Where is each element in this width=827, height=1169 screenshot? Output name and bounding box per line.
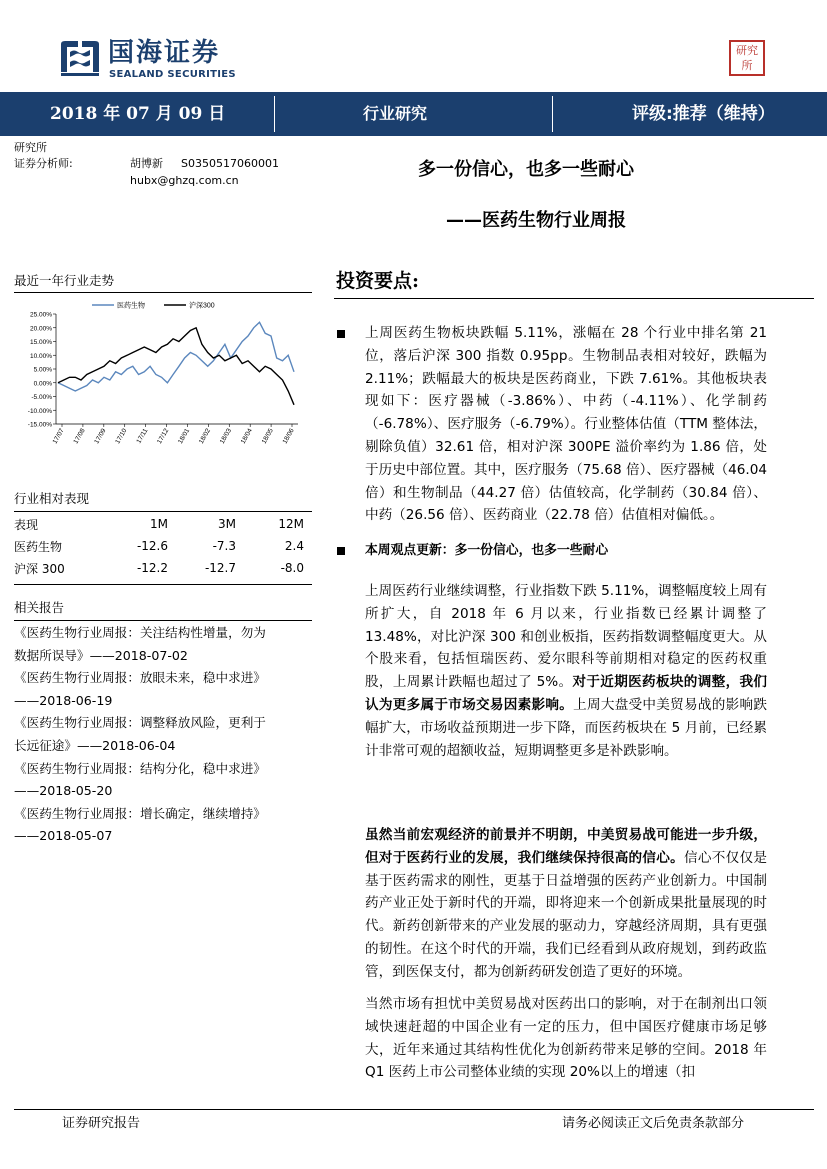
footer-left: 证券研究报告 [62, 1116, 141, 1131]
perf-row [14, 535, 304, 557]
related-report-line: 数据所误导》——2018-07-02 [14, 647, 188, 663]
logo-mark-icon [58, 38, 102, 78]
x-tick-label: 18/01 [176, 427, 192, 446]
x-tick-label: 17/10 [114, 427, 129, 446]
x-tick-label: 18/06 [281, 427, 296, 446]
stamp-text: 研究所 [736, 44, 758, 72]
perf-row-label: 表现 [14, 517, 39, 532]
x-tick-label: 18/04 [239, 427, 254, 446]
x-tick-label: 18/03 [218, 427, 234, 446]
perf-cell: 3M [218, 517, 236, 531]
para1-text-a: 上周医药行业继续调整，行业指数下跌 5.11%，调整幅度较上周有所扩大，自 2018 年 6 月以来，行业指数已经累计调整了 13.48%，对比沪深 300 和创业板指，医药指数调整幅度更大。从个股来看，包括恒瑞医药、爱尔眼科等前期相对稳定的医药权重股，上周累计跌幅也超过了 5%。 [365, 583, 767, 691]
series-line-1 [58, 328, 294, 405]
perf-cell: 12M [278, 517, 304, 531]
report-category: 行业研究 [363, 104, 428, 123]
related-report-line: ——2018-06-19 [14, 692, 113, 708]
analyst-name: 胡博新 [130, 157, 163, 170]
perf-cell: -7.3 [212, 539, 236, 553]
x-tick-label: 18/02 [197, 427, 213, 446]
analyst-dept: 研究所 [14, 141, 47, 154]
related-report-item[interactable] [14, 803, 314, 848]
perf-cell: -12.6 [136, 539, 168, 553]
perf-cell: -12.7 [204, 561, 236, 575]
x-tick-label: 17/08 [72, 427, 87, 446]
para1-text-b: 对于近期医药板块的调整，我们认为更多属于市场交易因素影响。 [365, 674, 767, 713]
x-tick-label: 18/05 [260, 427, 275, 446]
analyst-role: 证券分析师: [14, 157, 73, 170]
related-report-line: 《医药生物行业周报：调整释放风险，更利于 [14, 715, 266, 731]
y-tick-label: -5.00% [31, 394, 52, 401]
analyst-license: S0350517060001 [181, 157, 279, 170]
para-market-review [365, 580, 767, 762]
y-tick-label: -10.00% [27, 407, 52, 415]
legend-label: 沪深300 [189, 302, 215, 310]
reports-list [14, 622, 314, 848]
y-tick-label: 20.00% [29, 325, 52, 333]
related-report-line: 长远征途》——2018-06-04 [14, 737, 176, 753]
bullet-square-icon-2 [337, 547, 345, 555]
report-title: 多一份信心，也多一些耐心 [418, 159, 634, 180]
related-report-line: 《医药生物行业周报：增长确定，继续增持》 [14, 805, 266, 821]
x-tick-label: 17/12 [156, 427, 171, 446]
main-heading: 投资要点: [336, 270, 420, 292]
trend-heading: 最近一年行业走势 [14, 273, 115, 288]
brand-name-cn: 国海证券 [108, 38, 221, 68]
x-tick-label: 17/11 [135, 427, 150, 445]
perf-row-label: 沪深 300 [14, 561, 65, 576]
x-tick-label: 17/07 [51, 427, 66, 446]
perf-table [14, 513, 312, 579]
legend-label: 医药生物 [117, 302, 145, 310]
related-report-line: 《医药生物行业周报：结构分化，稳中求进》 [14, 760, 266, 776]
perf-heading: 行业相对表现 [14, 491, 90, 506]
trend-chart [14, 296, 312, 476]
series-line-0 [58, 322, 294, 391]
para-confidence [365, 824, 767, 984]
bullet-weekly-summary: 上周医药生物板块跌幅 5.11%，涨幅在 28 个行业中排名第 21 位，落后沪深 300 指数 0.95pp。生物制品表相对较好，跌幅为 2.11%；跌幅最大的板块是医药商业，下跌 7.61%。其他板块表现如下：医疗器械（-3.86%）、中药（-4.11%）、化学制药（-6.78%）、医疗服务（-6.79%）。行业整体估值（TTM 整体法，剔除负值）32.61 倍，相对沪深 300PE 溢价率约为 1.86 倍，处于历史中部位置。其中，医疗服务（75.68 倍）、医疗器械（46.04 倍）和生物制品（44.27 倍）估值较高，化学制药（30.84 倍）、中药（26.56 倍）、医药商业（22.78 倍）估值相对偏低。。 [365, 325, 767, 524]
related-report-line: 《医药生物行业周报：关注结构性增量，勿为 [14, 625, 266, 640]
y-tick-label: 10.00% [29, 352, 52, 360]
related-report-item[interactable] [14, 667, 314, 712]
perf-row [14, 557, 304, 579]
report-subtitle: ——医药生物行业周报 [446, 210, 626, 231]
para-trade-war: 当然市场有担忧中美贸易战对医药出口的影响，对于在制剂出口领域快速赶超的中国企业有一定的压力，但中国医疗健康市场足够大，近年来通过其结构性优化为创新药带来足够的空间。2018 年 Q1 医药上市公司整体业绩的实现 20%以上的增速（扣 [365, 996, 767, 1081]
perf-row [14, 513, 304, 535]
related-report-item[interactable] [14, 712, 314, 757]
header-band [0, 92, 827, 136]
analyst-email[interactable]: hubx@ghzq.com.cn [130, 174, 239, 187]
report-date: 2018 年 07 月 09 日 [50, 104, 226, 124]
report-rating: 评级:推荐（维持） [632, 104, 775, 124]
perf-cell: 1M [150, 517, 168, 531]
brand-logo [58, 38, 102, 78]
related-report-line: ——2018-05-07 [14, 828, 113, 844]
research-stamp [729, 40, 765, 76]
perf-cell: -12.2 [136, 561, 168, 575]
y-tick-label: 0.00% [33, 380, 52, 388]
trend-chart-svg [14, 296, 312, 476]
y-tick-label: 15.00% [29, 339, 52, 346]
reports-heading: 相关报告 [14, 600, 65, 615]
perf-row-label: 医药生物 [14, 539, 63, 554]
y-tick-label: 25.00% [29, 311, 52, 319]
y-tick-label: -15.00% [27, 421, 52, 429]
footer-right: 请务必阅读正文后免责条款部分 [562, 1116, 745, 1131]
perf-cell: -8.0 [280, 561, 304, 575]
para2-text-b: 信心不仅仅是基于医药需求的刚性，更基于日益增强的医药产业创新力。中国制药产业正处于新时代的开端，即将迎来一个创新成果批量展现的时代。新药创新带来的产业发展的驱动力，穿越经济周期，具有更强的韧性。在这个时代的开端，我们已经看到从政府规划，到药政监管，到医保支付，都为创新药研发创造了更好的环境。 [365, 849, 767, 980]
bullet-square-icon [337, 330, 345, 338]
brand-name-en: SEALAND SECURITIES [109, 69, 236, 80]
perf-cell: 2.4 [284, 539, 304, 553]
para2-text-a: 虽然当前宏观经济的前景并不明朗，中美贸易战可能进一步升级，但对于医药行业的发展，我们继续保持很高的信心。 [365, 827, 767, 866]
related-report-line: ——2018-05-20 [14, 783, 113, 799]
related-report-line: 《医药生物行业周报：放眼未来，稳中求进》 [14, 670, 266, 686]
related-report-item[interactable] [14, 622, 314, 667]
para1-text-c: 上周大盘受中美贸易战的影响跌幅扩大，市场收益预期进一步下降，而医药板块在 5 月前，已经累计非常可观的超额收益，短期调整更多是补跌影响。 [365, 696, 768, 759]
related-report-item[interactable] [14, 758, 314, 803]
y-tick-label: 5.00% [33, 366, 52, 374]
x-tick-label: 17/09 [93, 427, 108, 446]
bullet-view-update: 本周观点更新：多一份信心，也多一些耐心 [365, 543, 609, 558]
